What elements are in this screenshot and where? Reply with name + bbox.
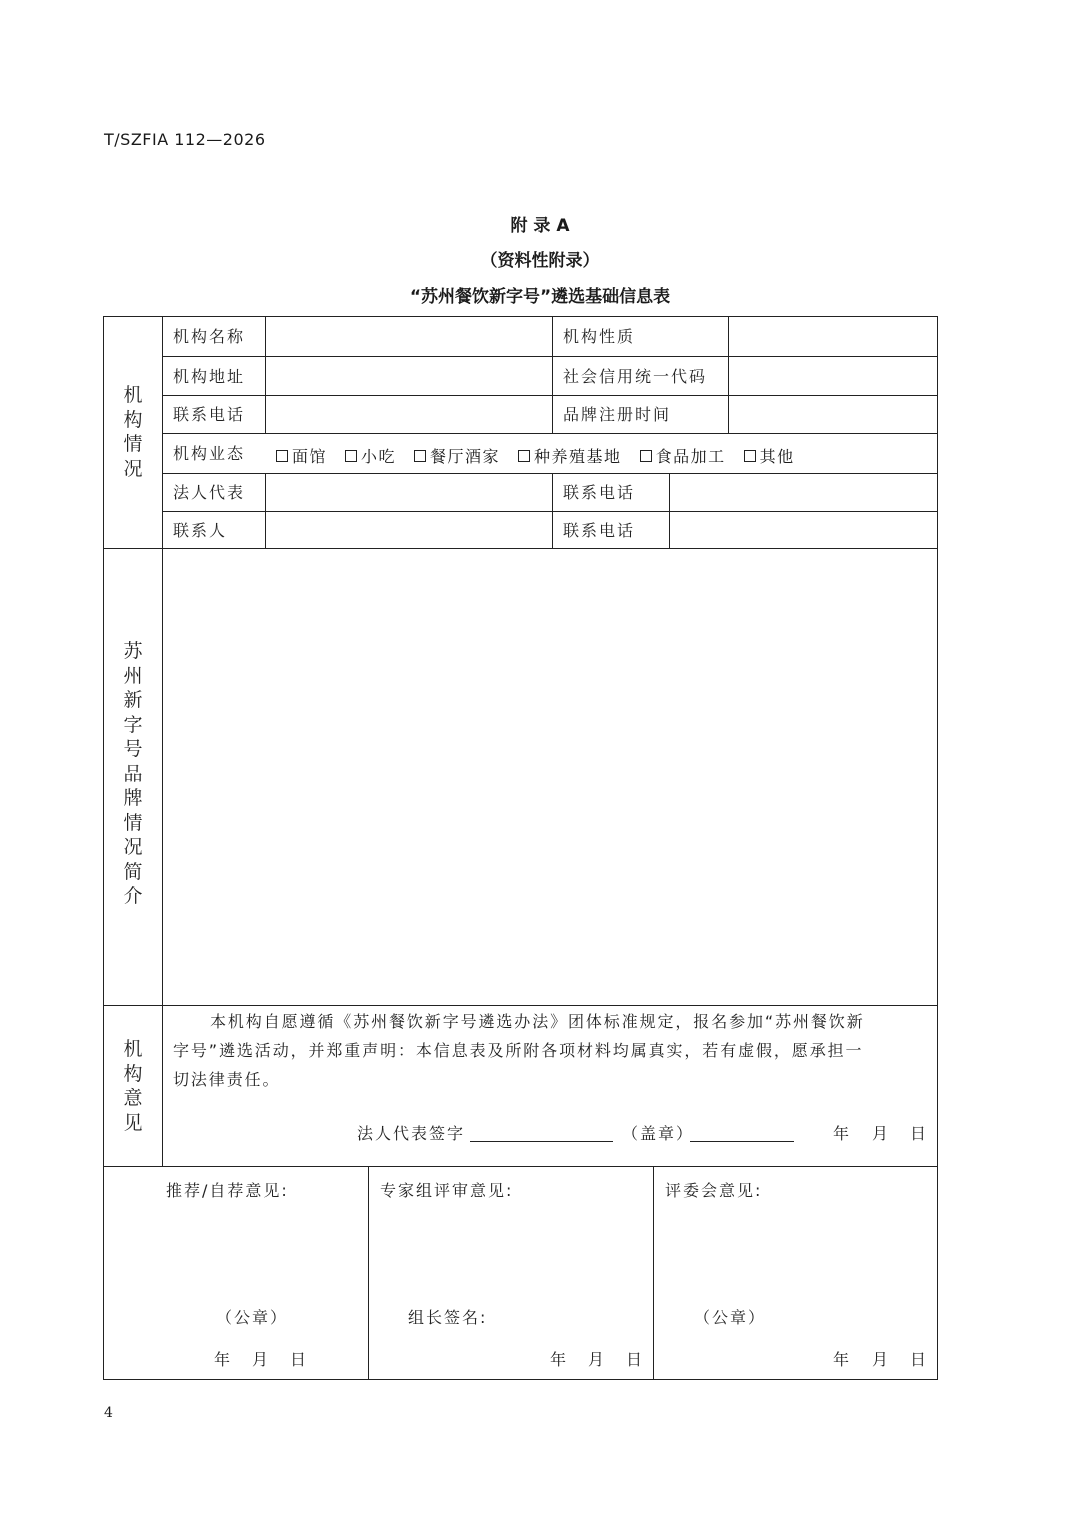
option-restaurant[interactable]: 餐厅酒家 [414,444,500,467]
business-type-options [276,444,813,467]
org-address-label: 机构地址 [173,367,246,386]
org-opinion-side-label: 机 构 意 见 [123,1038,143,1134]
recommend-date-month: 月 [252,1350,271,1369]
standard-code: T/SZFIA 112—2026 [104,130,266,149]
signature-line[interactable] [470,1123,613,1142]
appendix-title: 附 录 A [510,216,570,236]
option-other[interactable]: 其他 [744,444,795,467]
expert-leader-signature: 组长签名: [408,1308,488,1327]
date-day: 日 [910,1124,929,1143]
option-food-processing[interactable]: 食品加工 [640,444,726,467]
expert-opinion-title: 专家组评审意见: [380,1181,514,1200]
option-farming-base[interactable]: 种养殖基地 [518,444,622,467]
credit-code-label: 社会信用统一代码 [563,367,708,386]
brand-intro-area[interactable] [164,550,936,1003]
date-month: 月 [872,1124,891,1143]
declaration-block [104,1006,938,1166]
brand-intro-side-label: 苏 州 新 字 号 品 牌 情 况 简 介 [123,640,143,907]
committee-date-year: 年 [833,1350,852,1369]
page-number: 4 [104,1405,113,1421]
checkbox-icon[interactable] [414,450,426,462]
signature-label: 法人代表签字 [357,1124,466,1143]
org-info-side-label: 机 构 情 况 [123,384,143,480]
business-type-label: 机构业态 [173,444,246,463]
committee-opinion-title: 评委会意见: [665,1181,763,1200]
committee-date-month: 月 [872,1350,891,1369]
expert-date-month: 月 [588,1350,607,1369]
declaration-line-2: 字号”遴选活动，并郑重声明：本信息表及所附各项材料均属真实，若有虚假，愿承担一 [173,1041,864,1060]
seal-line[interactable] [690,1123,794,1142]
appendix-type: （资料性附录） [480,251,600,271]
seal-label: （盖章） [622,1124,695,1143]
contact-person-label: 联系人 [173,521,228,540]
recommend-opinion-title: 推荐/自荐意见: [166,1181,289,1200]
checkbox-icon[interactable] [744,450,756,462]
checkbox-icon[interactable] [276,450,288,462]
committee-seal: （公章） [694,1308,767,1327]
declaration-line-1: 本机构自愿遵循《苏州餐饮新字号遴选办法》团体标准规定，报名参加“苏州餐饮新 [210,1012,865,1031]
brand-reg-time-label: 品牌注册时间 [563,405,672,424]
option-snack[interactable]: 小吃 [345,444,396,467]
checkbox-icon[interactable] [345,450,357,462]
committee-date-day: 日 [910,1350,929,1369]
checkbox-icon[interactable] [640,450,652,462]
info-form [103,316,938,1380]
form-title: “苏州餐饮新字号”遴选基础信息表 [409,287,671,307]
expert-date-year: 年 [550,1350,569,1369]
recommend-date-year: 年 [214,1350,233,1369]
expert-date-day: 日 [626,1350,645,1369]
org-nature-label: 机构性质 [563,327,636,346]
checkbox-icon[interactable] [518,450,530,462]
declaration-line-3: 切法律责任。 [173,1070,281,1089]
date-year: 年 [833,1124,852,1143]
contact-phone-label: 联系电话 [173,405,246,424]
legal-rep-phone-label: 联系电话 [563,483,636,502]
recommend-date-day: 日 [290,1350,309,1369]
contact-person-phone-label: 联系电话 [563,521,636,540]
recommend-seal: （公章） [216,1308,289,1327]
legal-rep-label: 法人代表 [173,483,246,502]
org-name-label: 机构名称 [173,327,246,346]
option-noodle-shop[interactable]: 面馆 [276,444,327,467]
review-block [104,1167,938,1380]
